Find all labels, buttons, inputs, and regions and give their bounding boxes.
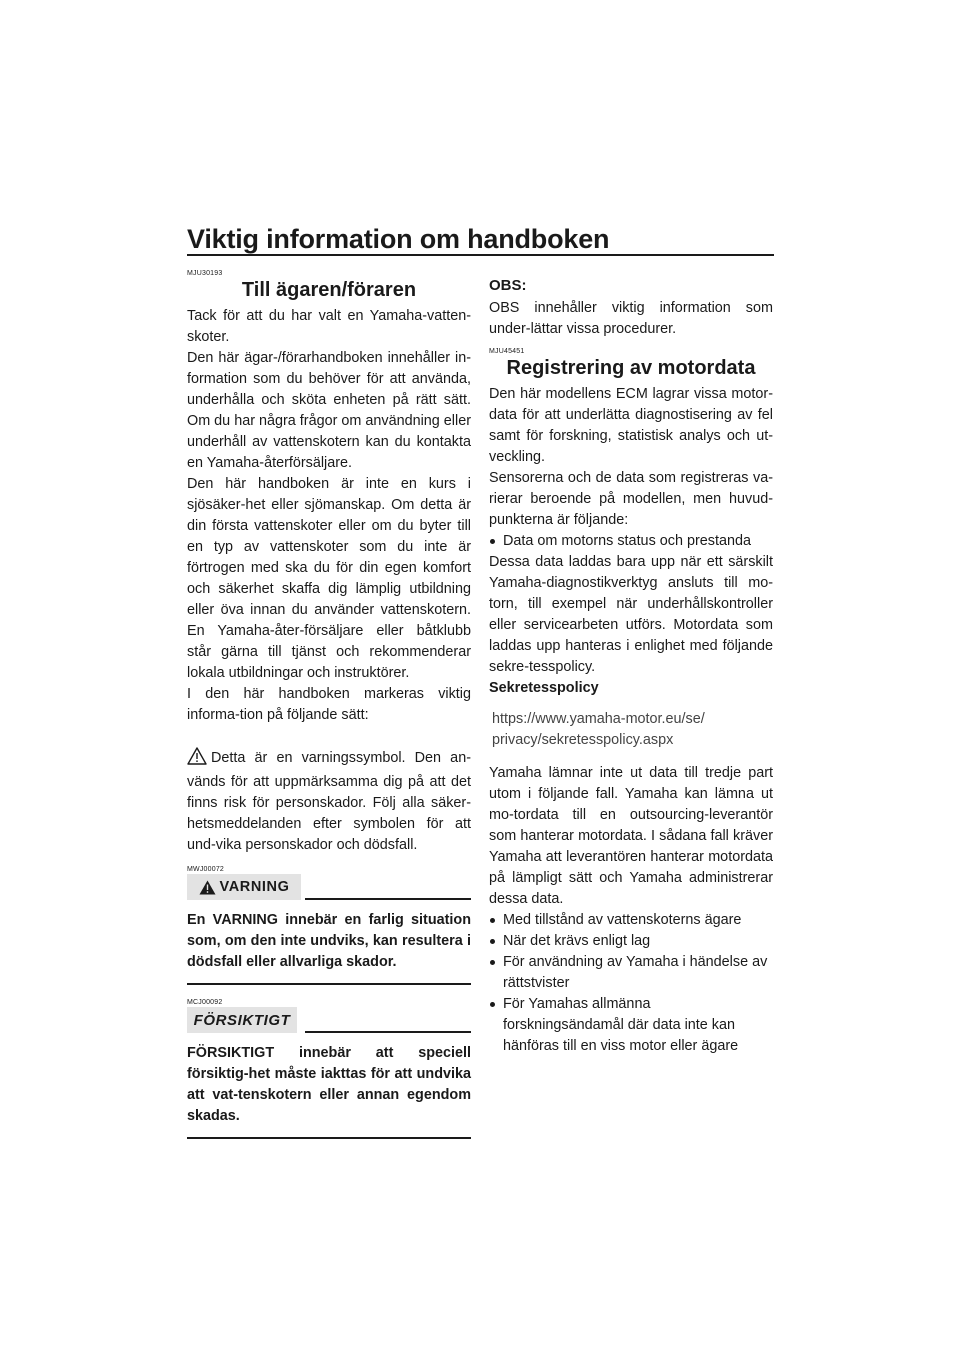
warning-code: MWJ00072	[187, 866, 225, 873]
left-column	[187, 270, 471, 1139]
caution-badge	[187, 1007, 297, 1033]
paragraph: Den här handboken är inte en kurs i sjösäker-het eller sjömanskap. Om detta är din första vattenskoter eller om du byter till en typ av vattenskoter som du inte är förtrogen med ska du för din egen komfort och säkerhet skaffa dig lämplig utbildning eller öva innan du använder vattenskotern. En Yamaha-åter-försäljare eller båtklubb står gärna till tjänst och rekommenderar lokala utbildningar och instruktörer.	[187, 476, 471, 681]
caution-block	[187, 999, 471, 1139]
paragraph: Yamaha lämnar inte ut data till tredje part utom i följande fall. Yamaha kan lämna ut mo-tordata till en outsourcing-leverantör som hanterar motordata. I sådana fall kräver Yamaha att leverantören hanterar motordata på lämpligt sätt och Yamaha administrerar dessa data.	[489, 765, 773, 907]
section-code: MJU45451	[489, 348, 525, 355]
warning-symbol-text: Detta är en varningssymbol. Den an-vänds för att uppmärksamma dig på att det finns risk för personskador. Följ alla säker-hetsmeddelanden efter symbolen för att und-vika personskador och dödsfall.	[187, 750, 471, 853]
paragraph: I den här handboken markeras viktig informa-tion på följande sätt:	[187, 686, 471, 723]
list-item: För användning av Yamaha i händelse av rättstvister	[489, 952, 773, 994]
list-item: När det krävs enligt lag	[489, 931, 773, 952]
obs-label: OBS:	[489, 277, 527, 294]
warning-badge	[187, 874, 301, 900]
section-title-engine-data: Registrering av motordata	[506, 357, 756, 379]
section-title-owner: Till ägaren/föraren	[241, 279, 417, 301]
caution-bottom-rule	[187, 1137, 471, 1139]
bullet-list	[489, 910, 773, 1057]
warning-triangle-icon	[187, 747, 207, 772]
right-column	[489, 276, 773, 1057]
warning-label: VARNING	[219, 879, 290, 895]
list-item: Med tillstånd av vattenskoterns ägare	[489, 910, 773, 931]
warning-symbol-paragraph	[187, 747, 471, 856]
policy-url[interactable]	[489, 709, 773, 751]
caution-text: FÖRSIKTIGT innebär att speciell försiktig-het måste iakttas för att undvika att vat-tenskotern eller annan egendom skadas.	[187, 1045, 471, 1124]
policy-label: Sekretesspolicy	[489, 680, 599, 696]
warning-text: En VARNING innebär en farlig situation som, om den inte undviks, kan resultera i dödsfall eller allvarliga skador.	[187, 912, 471, 970]
policy-url-line: privacy/sekretesspolicy.aspx	[492, 732, 674, 748]
obs-text: OBS innehåller viktig information som under-lättar vissa procedurer.	[489, 300, 773, 337]
bullet-list	[489, 531, 773, 552]
caution-rule	[305, 1031, 471, 1033]
page-title: Viktig information om handboken	[187, 224, 610, 254]
warning-triangle-icon	[199, 880, 216, 895]
paragraph: Den här ägar-/förarhandboken innehåller in-formation som du behöver för att använda, underhålla och sköta enheten på rätt sätt. Om du har några frågor om användning eller underhåll av vattenskotern kan du kontakta en Yamaha-återförsäljare.	[187, 350, 471, 471]
paragraph: Sensorerna och de data som registreras va-rierar beroende på modellen, men huvud-punkterna är följande:	[489, 470, 773, 528]
caution-label: FÖRSIKTIGT	[193, 1011, 291, 1029]
warning-bottom-rule	[187, 983, 471, 985]
paragraph: Tack för att du har valt en Yamaha-vatten-skoter.	[187, 308, 471, 345]
warning-block	[187, 866, 471, 985]
warning-rule	[305, 898, 471, 900]
caution-code: MCJ00092	[187, 999, 223, 1006]
list-item: Data om motorns status och prestanda	[489, 531, 773, 552]
section-code: MJU30193	[187, 270, 223, 277]
paragraph: Den här modellens ECM lagrar vissa motor-data för att underlätta diagnostisering av fel samt för forskning, statistisk analys och ut-veckling.	[489, 386, 773, 465]
policy-url-line: https://www.yamaha-motor.eu/se/	[492, 711, 705, 727]
header-rule	[187, 254, 774, 256]
paragraph: Dessa data laddas bara upp när ett särskilt Yamaha-diagnostikverktyg ansluts till mo-torn, till exempel när underhållskontroller eller servicearbeten utförs. Motordata som laddas upp hanteras i enlighet med följande sekre-tesspolicy.	[489, 554, 773, 675]
list-item: För Yamahas allmänna forskningsändamål där data inte kan hänföras till en viss motor eller ägare	[489, 994, 773, 1057]
